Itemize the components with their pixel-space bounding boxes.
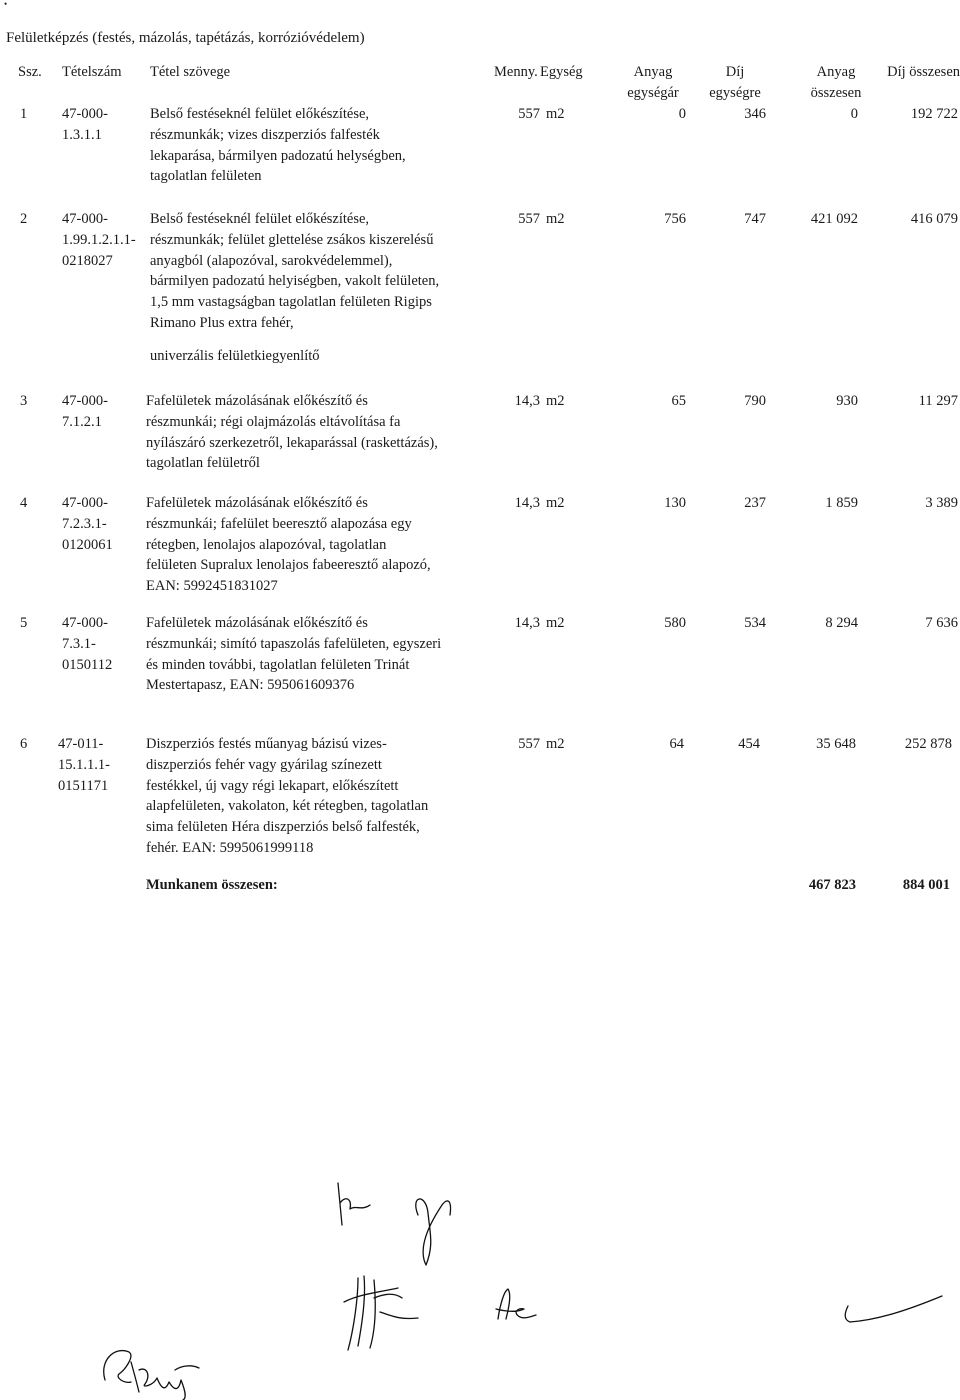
description-line: EAN: 5992451831027 <box>146 578 278 595</box>
row-fee-total: 3 389 <box>925 495 958 511</box>
row-material-unit-price: 130 <box>664 495 686 511</box>
item-code-line: 7.2.3.1- <box>62 515 107 532</box>
description-line: részmunkák; felület glettelése zsákos kiszerelésű <box>150 231 434 248</box>
row-description <box>146 391 438 474</box>
item-code-line: 47-000- <box>62 393 108 409</box>
row-quantity: 14,3 <box>514 393 540 409</box>
row-unit: m2 <box>546 615 565 631</box>
row-quantity: 557 <box>518 106 540 122</box>
description-line: Mestertapasz, EAN: 595061609376 <box>146 677 355 694</box>
row-material-unit-price: 580 <box>664 615 686 631</box>
description-line: diszperziós fehér vagy gyárilag színezett <box>146 756 382 773</box>
row-material-total: 930 <box>836 393 858 409</box>
description-line: részmunkái; fafelület beeresztő alapozása egy <box>146 515 412 532</box>
item-code-line: 15.1.1.1- <box>58 756 110 773</box>
row-fee-per-unit: 237 <box>744 495 766 511</box>
description-line: anyagból (alapozóval, sarokvédelemmel), <box>150 252 393 269</box>
row-item-code <box>62 493 113 555</box>
row-item-code <box>62 209 136 271</box>
row-number: 4 <box>20 495 28 511</box>
description-line: univerzális felületkiegyenlítő <box>150 347 320 364</box>
signature-2 <box>340 1258 440 1358</box>
header-menny: Menny. <box>494 64 538 80</box>
description-line: részmunkái; régi olajmázolás eltávolítása fa <box>146 413 401 430</box>
header-dij-osszesen: Díj összesen <box>887 64 960 80</box>
item-code-line: 7.1.2.1 <box>62 413 102 430</box>
signature-3 <box>490 1285 540 1325</box>
item-code-line: 0120061 <box>62 536 113 553</box>
header-ssz: Ssz. <box>18 64 42 80</box>
total-label: Munkanem összesen: <box>146 877 278 893</box>
description-line: Belső festéseknél felület előkészítése, <box>150 211 370 227</box>
row-fee-per-unit: 346 <box>744 106 766 122</box>
description-line: festékkel, új vagy régi lekapart, előkészített <box>146 777 399 794</box>
description-line: részmunkák; vizes diszperziós falfesték <box>150 126 380 143</box>
row-number: 2 <box>20 211 28 227</box>
row-material-unit-price: 756 <box>664 211 686 227</box>
row-fee-per-unit: 747 <box>744 211 766 227</box>
page-title: Felületképzés (festés, mázolás, tapétázás, korrózióvédelem) <box>6 30 365 46</box>
row-unit: m2 <box>546 106 565 122</box>
description-line: részmunkái; simító tapaszolás fafelületen, egyszeri <box>146 635 442 652</box>
description-line: tagolatlan felületen <box>150 168 262 185</box>
row-material-total: 35 648 <box>816 736 856 752</box>
description-line: lekaparása, bármilyen padozatú helységben, <box>150 147 406 164</box>
header-dij-egysegre-1: Díj <box>725 64 745 80</box>
row-fee-total: 416 079 <box>910 211 958 227</box>
row-description <box>150 104 406 187</box>
row-quantity: 557 <box>518 736 540 752</box>
row-number: 5 <box>20 615 28 631</box>
signature-5 <box>95 1340 205 1400</box>
item-code-line: 47-000- <box>62 495 108 511</box>
row-number: 3 <box>20 393 28 409</box>
description-line: Rimano Plus extra fehér, <box>150 314 294 331</box>
item-code-line: 47-000- <box>62 106 108 122</box>
row-fee-per-unit: 790 <box>744 393 766 409</box>
item-code-line: 47-000- <box>62 211 108 227</box>
item-code-line: 47-000- <box>62 615 108 631</box>
row-fee-per-unit: 454 <box>738 736 760 752</box>
row-item-code <box>58 734 110 796</box>
row-material-total: 1 859 <box>825 495 858 511</box>
item-code-line: 47-011- <box>58 736 104 752</box>
description-line: tagolatlan felületről <box>146 455 260 472</box>
header-tetelszam: Tételszám <box>62 64 122 80</box>
item-code-line: 7.3.1- <box>62 635 96 652</box>
item-code-line: 0218027 <box>62 252 113 269</box>
row-material-total: 421 092 <box>810 211 858 227</box>
total-fee: 884 001 <box>902 877 950 893</box>
header-egyseg: Egység <box>540 64 583 80</box>
description-spacer <box>150 334 439 346</box>
header-anyag-osszesen-2: összesen <box>810 85 862 101</box>
row-unit: m2 <box>546 211 565 227</box>
row-material-total: 8 294 <box>825 615 858 631</box>
row-description <box>146 734 428 859</box>
description-line: és minden további, tagolatlan felületen Trinát <box>146 656 410 673</box>
row-fee-total: 252 878 <box>904 736 952 752</box>
row-fee-total: 192 722 <box>910 106 958 122</box>
row-fee-total: 7 636 <box>925 615 958 631</box>
row-description <box>146 613 441 696</box>
row-unit: m2 <box>546 393 565 409</box>
description-line: Fafelületek mázolásának előkészítő és <box>146 393 368 409</box>
item-code-line: 0150112 <box>62 656 113 673</box>
row-item-code <box>62 613 112 675</box>
row-quantity: 14,3 <box>514 495 540 511</box>
row-fee-per-unit: 534 <box>744 615 766 631</box>
item-code-line: 1.3.1.1 <box>62 126 102 143</box>
row-material-unit-price: 65 <box>671 393 686 409</box>
description-line: sima felületen Héra diszperziós belső falfesték, <box>146 819 420 836</box>
description-line: 1,5 mm vastagságban tagolatlan felületen Rigips <box>150 294 432 311</box>
row-material-unit-price: 0 <box>678 106 686 122</box>
row-item-code <box>62 391 108 433</box>
item-code-line: 0151171 <box>58 777 109 794</box>
row-unit: m2 <box>546 495 565 511</box>
description-line: bármilyen padozatú helyiségben, vakolt felületen, <box>150 273 440 290</box>
description-line: Fafelületek mázolásának előkészítő és <box>146 615 368 631</box>
stray-dot: • <box>4 0 8 9</box>
total-material: 467 823 <box>808 877 856 893</box>
header-anyag-osszesen-1: Anyag <box>816 64 856 80</box>
row-number: 6 <box>20 736 28 752</box>
row-description <box>150 209 439 367</box>
row-fee-total: 11 297 <box>918 393 958 409</box>
description-line: Fafelületek mázolásának előkészítő és <box>146 495 368 511</box>
description-line: Diszperziós festés műanyag bázisú vizes- <box>146 736 387 752</box>
row-unit: m2 <box>546 736 565 752</box>
row-quantity: 14,3 <box>514 615 540 631</box>
description-line: fehér. EAN: 5995061999118 <box>146 839 314 856</box>
description-line: felületen Supralux lenolajos fabeeresztő alapozó, <box>146 557 431 574</box>
row-number: 1 <box>20 106 28 122</box>
row-quantity: 557 <box>518 211 540 227</box>
header-anyag-egysegar-2: egységár <box>627 85 679 101</box>
description-line: alapfelületen, vakolaton, két rétegben, tagolatlan <box>146 798 429 815</box>
header-anyag-egysegar-1: Anyag <box>633 64 673 80</box>
header-szoveg: Tétel szövege <box>150 64 231 80</box>
description-line: rétegben, lenolajos alapozóval, tagolatlan <box>146 536 387 553</box>
row-material-unit-price: 64 <box>669 736 684 752</box>
description-line: nyílászáró szerkezetről, lekaparással (raskettázás), <box>146 434 438 451</box>
row-item-code <box>62 104 108 146</box>
row-description <box>146 493 431 597</box>
item-code-line: 1.99.1.2.1.1- <box>62 231 136 248</box>
signature-4 <box>838 1290 948 1330</box>
description-line: Belső festéseknél felület előkészítése, <box>150 106 370 122</box>
row-material-total: 0 <box>850 106 858 122</box>
header-dij-egysegre-2: egységre <box>709 85 761 101</box>
